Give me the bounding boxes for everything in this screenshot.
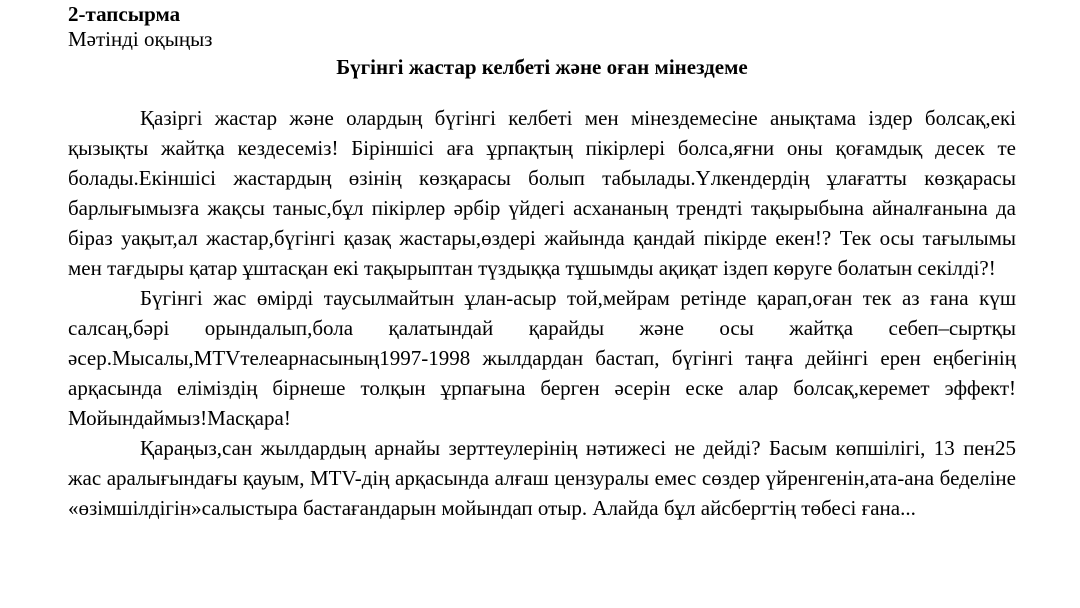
task-title: 2-тапсырма: [68, 2, 181, 26]
paragraph-2: Бүгінгі жас өмірді таусылмайтын ұлан-асыр той,мейрам ретінде қарап,оған тек аз ғана күш салсаң,бәрі орындалып,бола қалатындай қарайды және осы жайтқа себеп–сыртқы әсер.Мысалы,MTVтелеарнасының1997-1998 жылдардан бастап, бүгінгі таңға дейінгі ерен еңбегінің арқасында еліміздің бірнеше толқын ұрпағына берген әсерін еске алар болсақ,керемет эффект!Мойындаймыз!Масқара!: [68, 286, 1016, 430]
document-body: [68, 103, 1016, 523]
document-page: [68, 2, 1016, 523]
paragraph-3: Қараңыз,сан жылдардың арнайы зерттеулерінің нәтижесі не дейді? Басым көпшілігі, 13 пен25 жас аралығындағы қауым, MTV-дің арқасында алғаш цензуралы емес сөздер үйренгенін,ата-ана беделіне «өзімшілдігін»салыстыра бастағандарын мойындап отыр. Алайда бұл айсбергтің төбесі ғана...: [68, 436, 1016, 520]
document-title: Бүгінгі жастар келбеті және оған мінездеме: [336, 55, 748, 79]
paragraph-1: Қазіргі жастар және олардың бүгінгі келбеті мен мінездемесіне анықтама іздер болсақ,екі қызықты жайтқа кездесеміз! Біріншісі аға ұрпақтың пікірлері болса,яғни оны қоғамдық десек те болады.Екіншісі жастардың өзінің көзқарасы болып табылады.Үлкендердің ұлағатты көзқарасы барлығымызға жақсы таныс,бұл пікірлер әрбір үйдегі асхананың трендті тақырыбына айналғанына да біраз уақыт,ал жастар,бүгінгі қазақ жастары,өздері жайында қандай пікірде екен!? Тек осы тағылымы мен тағдыры қатар ұштасқан екі тақырыптан түздыққа тұшымды ақиқат іздеп көруге болатын секілді?!: [68, 106, 1016, 280]
task-instruction: Мәтінді оқыңыз: [68, 27, 213, 51]
